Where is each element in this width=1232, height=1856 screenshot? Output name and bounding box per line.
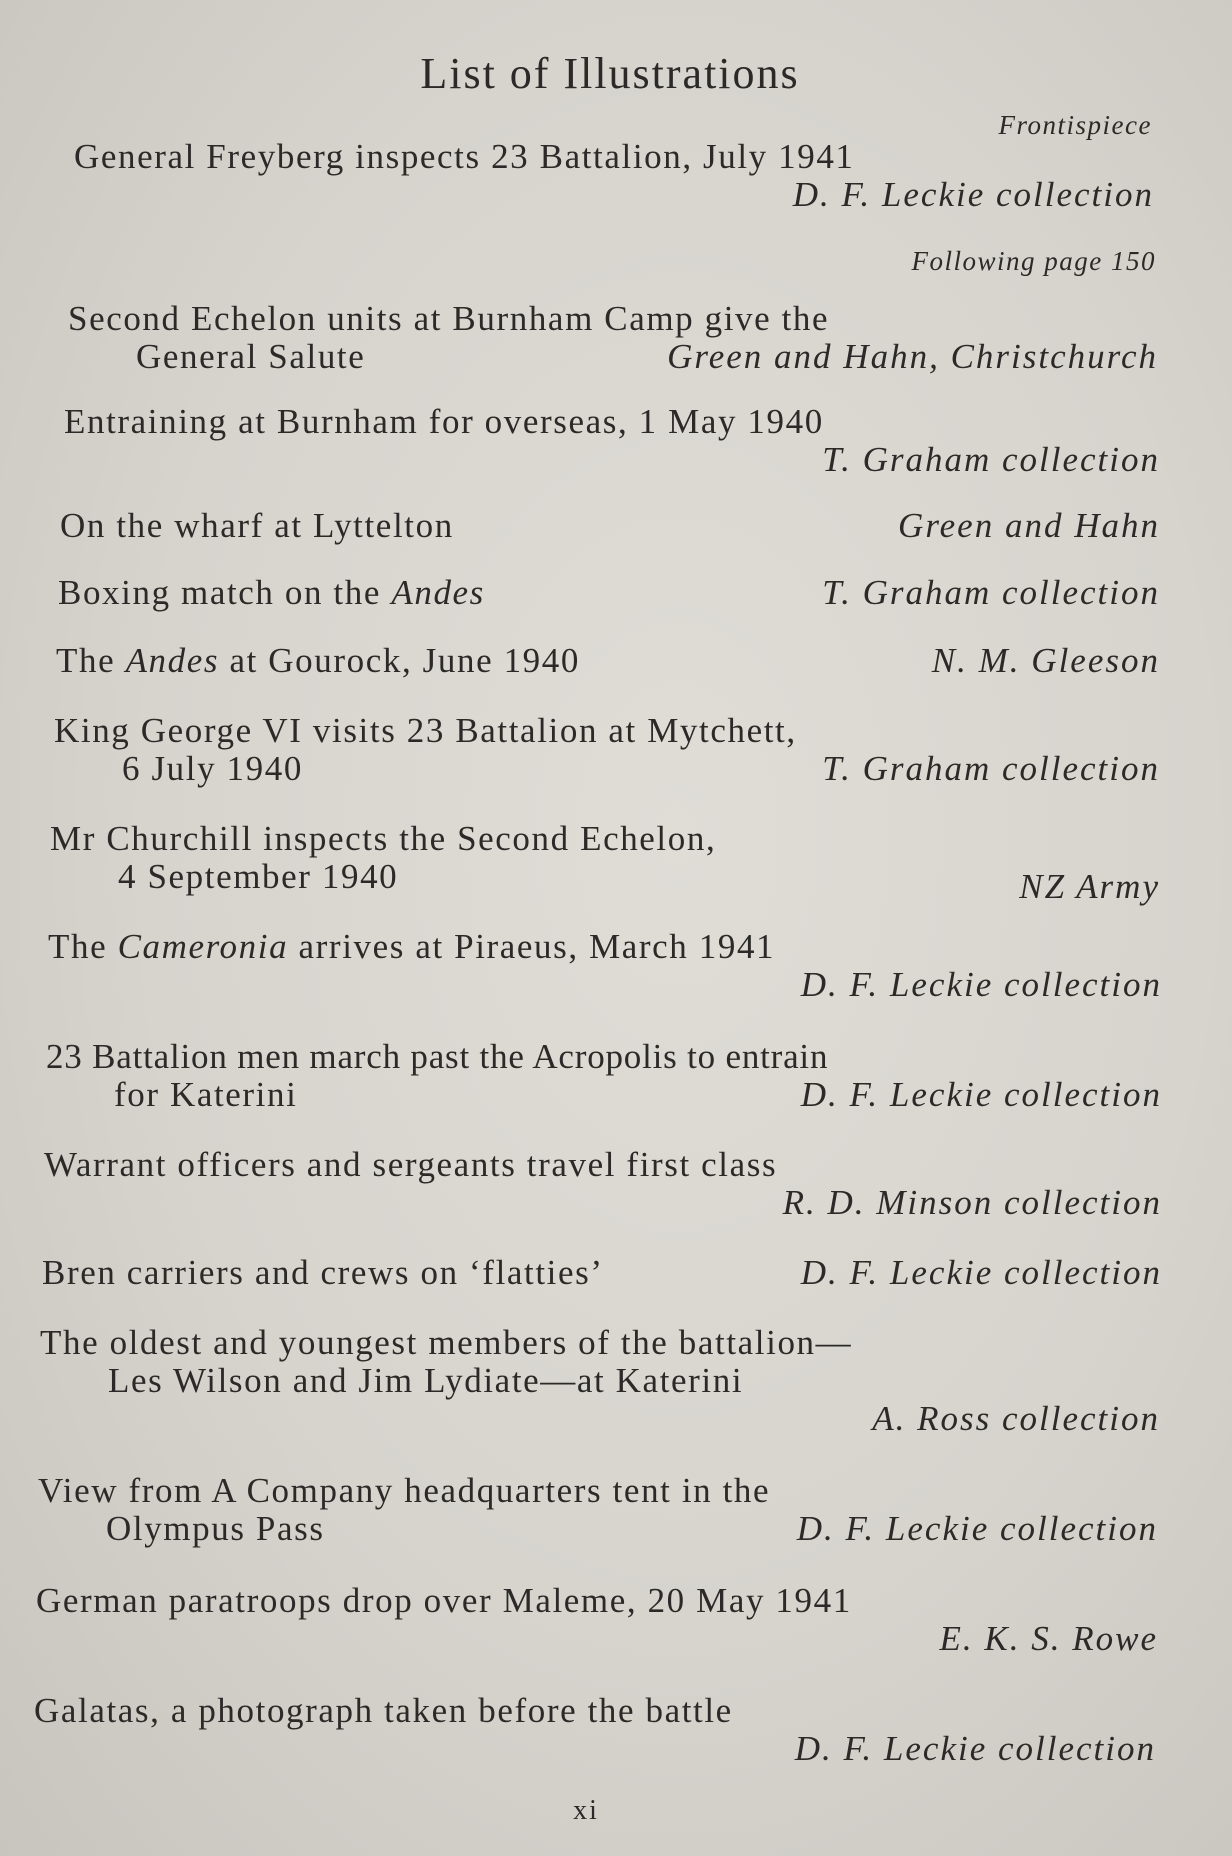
entry-credit: N. M. Gleeson <box>931 641 1160 680</box>
entry-caption <box>58 574 485 612</box>
entry-credit: Green and Hahn <box>898 506 1160 545</box>
entry-caption: View from A Company headquarters tent in the <box>38 1471 771 1510</box>
caption-text: at Gourock, June 1940 <box>229 641 580 680</box>
illustration-entry <box>56 642 1160 680</box>
ship-name: Cameronia <box>117 927 289 966</box>
entry-credit: T. Graham collection <box>822 749 1160 788</box>
frontispiece-label: Frontispiece <box>998 110 1152 140</box>
ship-name: Andes <box>125 641 220 680</box>
entry-caption: The oldest and youngest members of the battalion— <box>40 1323 853 1362</box>
entry-caption: Entraining at Burnham for overseas, 1 May 1940 <box>64 402 824 441</box>
entry-credit: D. F. Leckie collection <box>800 965 1162 1004</box>
entry-credit: E. K. S. Rowe <box>939 1619 1158 1658</box>
entry-caption: Second Echelon units at Burnham Camp give the <box>68 299 830 338</box>
entry-caption: Bren carriers and crews on ‘flatties’ <box>42 1253 604 1292</box>
illustration-entry <box>42 1254 1162 1292</box>
page-number: xi <box>573 1795 599 1826</box>
illustration-entry <box>36 1582 1158 1658</box>
entry-caption-continued: Les Wilson and Jim Lydiate—at Katerini <box>108 1361 744 1400</box>
entry-caption: 23 Battalion men march past the Acropolis to entrain <box>46 1037 829 1076</box>
entry-credit: D. F. Leckie collection <box>796 1509 1158 1548</box>
page-title: List of Illustrations <box>420 49 800 98</box>
caption-text: The <box>56 641 116 680</box>
entry-caption: General Freyberg inspects 23 Battalion, July 1941 <box>74 137 855 176</box>
illustration-entry <box>34 1692 1156 1768</box>
entry-credit: A. Ross collection <box>872 1399 1160 1438</box>
illustration-entry <box>64 403 1160 479</box>
entry-caption: German paratroops drop over Maleme, 20 May 1941 <box>36 1581 852 1620</box>
entry-credit: NZ Army <box>1019 867 1160 906</box>
entry-caption <box>56 642 580 680</box>
illustration-entry <box>50 819 1160 906</box>
illustration-entry <box>54 712 1160 788</box>
illustration-entry <box>68 300 1158 376</box>
illustration-entry <box>74 138 1154 214</box>
entry-caption-continued: for Katerini <box>114 1075 298 1114</box>
entry-caption-continued: General Salute <box>136 337 366 376</box>
entry-caption <box>48 928 1162 966</box>
illustration-entry <box>48 928 1162 1004</box>
entry-caption: On the wharf at Lyttelton <box>60 506 454 545</box>
entry-caption: King George VI visits 23 Battalion at Mytchett, <box>54 711 797 750</box>
entry-caption-continued: 6 July 1940 <box>122 749 303 788</box>
entry-credit: T. Graham collection <box>822 573 1160 612</box>
entry-credit: Green and Hahn, Christchurch <box>667 337 1158 376</box>
entry-credit: D. F. Leckie collection <box>800 1075 1162 1114</box>
entry-caption: Galatas, a photograph taken before the battle <box>34 1691 733 1730</box>
illustration-entry <box>46 1038 1162 1114</box>
caption-text: Boxing match on the <box>58 573 381 612</box>
entry-caption-continued: Olympus Pass <box>106 1509 325 1548</box>
illustration-entry <box>40 1324 1160 1438</box>
entry-caption: Warrant officers and sergeants travel first class <box>44 1145 778 1184</box>
entry-credit: R. D. Minson collection <box>782 1183 1162 1222</box>
entry-caption: Mr Churchill inspects the Second Echelon, <box>50 819 717 858</box>
entry-credit: D. F. Leckie collection <box>794 1729 1156 1768</box>
caption-text: arrives at Piraeus, March 1941 <box>298 927 776 966</box>
caption-text: The <box>48 927 108 966</box>
entry-credit: D. F. Leckie collection <box>792 175 1154 214</box>
illustration-entry <box>60 507 1160 545</box>
illustration-entry <box>38 1472 1158 1548</box>
following-page-label: Following page 150 <box>911 246 1156 276</box>
entry-credit: T. Graham collection <box>822 440 1160 479</box>
illustration-entry <box>44 1146 1162 1222</box>
ship-name: Andes <box>391 573 485 612</box>
entry-caption-continued: 4 September 1940 <box>118 857 399 896</box>
entry-credit: D. F. Leckie collection <box>800 1253 1162 1292</box>
illustration-entry <box>58 574 1160 612</box>
